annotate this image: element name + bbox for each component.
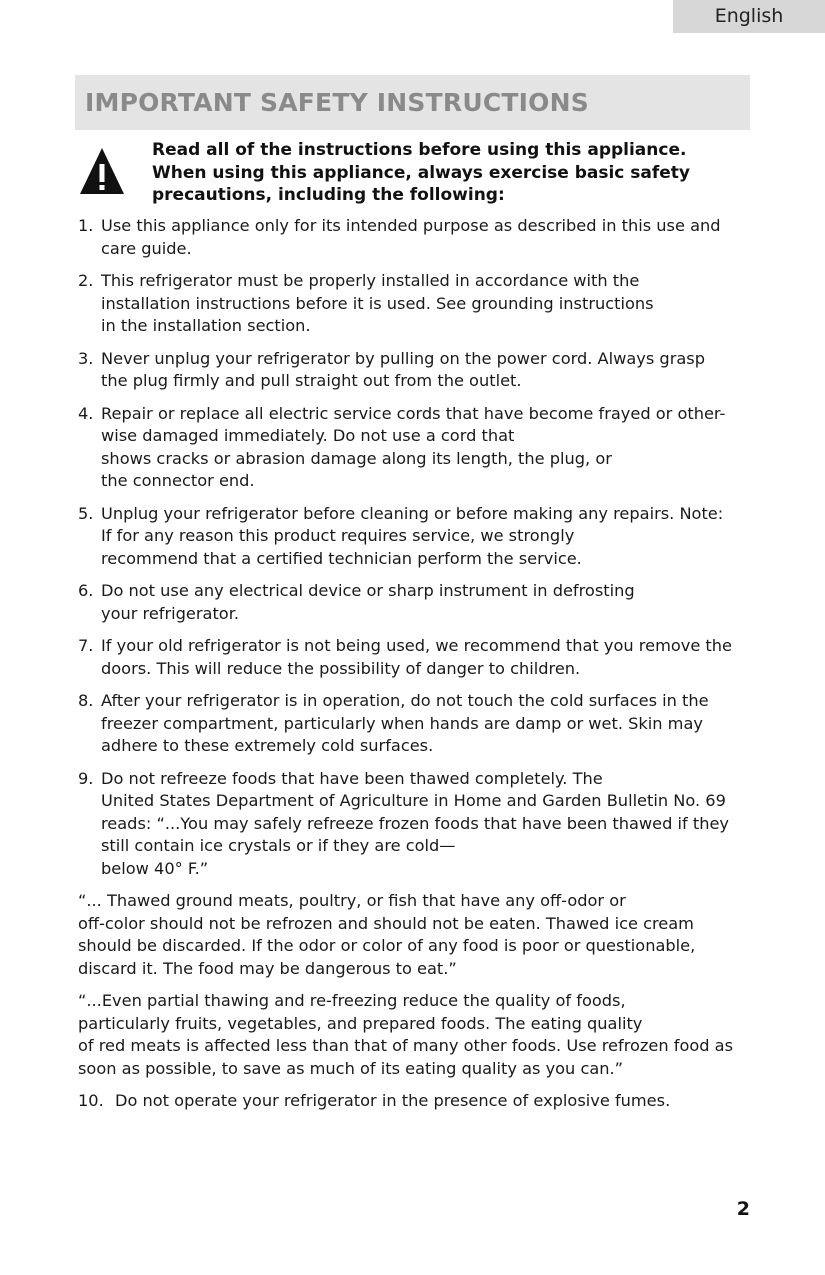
quote-line: particularly fruits, vegetables, and prepared foods. The eating quality bbox=[78, 1013, 643, 1033]
item-text-line: reads: “...You may safely refreeze frozen foods that have been thawed if they bbox=[101, 813, 730, 833]
item-number: 1. bbox=[78, 216, 94, 235]
item-text-line: freezer compartment, particularly when hands are damp or wet. Skin may bbox=[101, 713, 703, 733]
item-text-line: the plug firmly and pull straight out from the outlet. bbox=[101, 371, 522, 390]
item-text-line: below 40° F.” bbox=[101, 858, 209, 878]
quote-line: should be discarded. If the odor or color of any food is poor or questionable, bbox=[78, 936, 696, 955]
item-text-line: Unplug your refrigerator before cleaning or before making any repairs. Note: bbox=[101, 503, 724, 523]
warning-line: When using this appliance, always exercise basic safety bbox=[152, 162, 691, 183]
item-text-line: Repair or replace all electric service cords that have become frayed or other- bbox=[101, 403, 726, 423]
quote-line: “...Even partial thawing and re-freezing reduce the quality of foods, bbox=[78, 991, 626, 1010]
quote-line: of red meats is affected less than that of many other foods. Use refrozen food as bbox=[78, 1036, 734, 1055]
item-text-line: installation instructions before it is used. See grounding instructions bbox=[101, 293, 654, 313]
quote-paragraph bbox=[78, 890, 758, 980]
list-item bbox=[78, 503, 758, 571]
list-item bbox=[78, 690, 758, 758]
item-text-line: wise damaged immediately. Do not use a cord that bbox=[101, 426, 515, 445]
item-number: 3. bbox=[78, 348, 94, 368]
item-text-line: doors. This will reduce the possibility of danger to children. bbox=[101, 658, 581, 678]
item-text-line: If for any reason this product requires service, we strongly bbox=[101, 526, 575, 545]
item-text-line: the connector end. bbox=[101, 471, 255, 490]
item-number: 6. bbox=[78, 581, 94, 600]
quote-paragraph bbox=[78, 990, 758, 1080]
item-text-line: If your old refrigerator is not being used, we recommend that you remove the bbox=[101, 636, 732, 655]
item-text-line: Use this appliance only for its intended purpose as described in this use and bbox=[101, 216, 721, 235]
item-number: 4. bbox=[78, 403, 94, 423]
item-text-line: in the installation section. bbox=[101, 316, 311, 335]
item-text-line: still contain ice crystals or if they are cold— bbox=[101, 836, 456, 855]
item-number: 8. bbox=[78, 691, 94, 710]
item-text-line: Never unplug your refrigerator by pulling on the power cord. Always grasp bbox=[101, 348, 705, 368]
page-title: IMPORTANT SAFETY INSTRUCTIONS bbox=[85, 88, 589, 117]
quote-line: discard it. The food may be dangerous to eat.” bbox=[78, 958, 457, 978]
item-number: 9. bbox=[78, 768, 94, 788]
list-item bbox=[78, 635, 758, 680]
list-item bbox=[78, 215, 758, 260]
item-number: 7. bbox=[78, 636, 94, 655]
item-number: 5. bbox=[78, 503, 94, 523]
list-item bbox=[78, 1090, 758, 1113]
item-text-line: Do not use any electrical device or sharp instrument in defrosting bbox=[101, 581, 635, 600]
item-text-line: Do not refreeze foods that have been thawed completely. The bbox=[101, 768, 603, 788]
warning-text bbox=[152, 139, 750, 207]
quote-line: “... Thawed ground meats, poultry, or fish that have any off-odor or bbox=[78, 891, 626, 910]
quote-line: off-color should not be refrozen and should not be eaten. Thawed ice cream bbox=[78, 913, 694, 933]
list-item bbox=[78, 348, 758, 393]
item-text-line: After your refrigerator is in operation, do not touch the cold surfaces in the bbox=[101, 691, 709, 710]
item-text-line: care guide. bbox=[101, 238, 192, 258]
warning-triangle-icon bbox=[79, 147, 125, 195]
page-number: 2 bbox=[736, 1198, 750, 1220]
item-text-line: recommend that a certified technician perform the service. bbox=[101, 548, 582, 568]
item-text-line: shows cracks or abrasion damage along its length, the plug, or bbox=[101, 448, 612, 468]
item-number: 10. bbox=[78, 1091, 104, 1110]
title-bar bbox=[75, 75, 750, 130]
item-text-line: This refrigerator must be properly installed in accordance with the bbox=[101, 271, 640, 290]
warning-line: precautions, including the following: bbox=[152, 185, 505, 205]
list-item bbox=[78, 580, 758, 625]
language-tab[interactable]: English bbox=[673, 0, 825, 33]
list-item bbox=[78, 270, 758, 338]
list-item bbox=[78, 768, 758, 881]
list-item bbox=[78, 403, 758, 493]
item-text-line: adhere to these extremely cold surfaces. bbox=[101, 736, 434, 755]
safety-instructions-list bbox=[78, 215, 758, 1123]
item-text-line: your refrigerator. bbox=[101, 603, 240, 623]
item-number: 2. bbox=[78, 271, 94, 290]
item-text-line: United States Department of Agriculture in Home and Garden Bulletin No. 69 bbox=[101, 791, 726, 810]
warning-line: Read all of the instructions before using this appliance. bbox=[152, 140, 687, 160]
quote-line: soon as possible, to save as much of its eating quality as you can.” bbox=[78, 1058, 624, 1078]
item-text-line: Do not operate your refrigerator in the presence of explosive fumes. bbox=[115, 1091, 671, 1110]
